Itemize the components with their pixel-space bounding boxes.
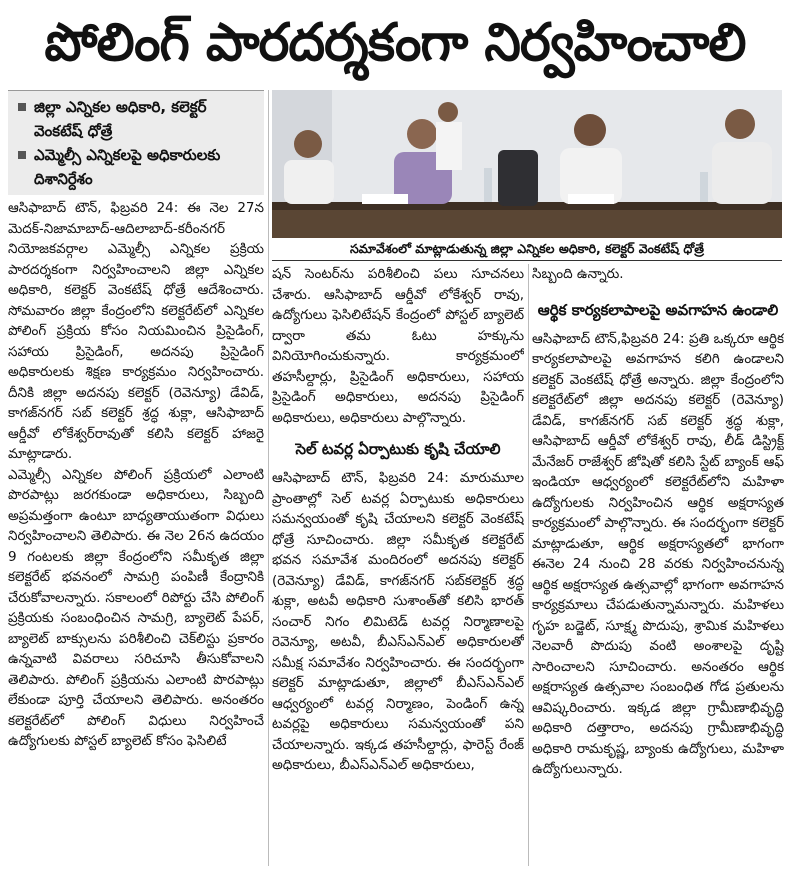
highlight-item: ఎమ్మెల్సీ ఎన్నికలపై అధికారులకు దిశానిర్దేశం: [16, 143, 258, 191]
article-continuation: షన్ సెంటర్‌ను పరిశీలించి పలు సూచనలు చేశారు. ఆసిఫాబాద్ ఆర్డీవో లోకేశ్వర్ రావు, ఉద్యోగులు ఫెసిలిటేషన్ కేంద్రంలో పోస్టల్ బ్యాలెట్ ద్వారా తమ ఓటు హక్కును వినియోగించుకున్నారు. కార్యక్రమంలో తహసీల్దార్లు, ప్రిసైడింగ్ అధికారులు, సహాయ ప్రిసైడింగ్ అధికారులు, అదనపు ప్రిసైడింగ్ అధికారులు, అధికారులు పాల్గొన్నారు.: [272, 266, 524, 426]
column-divider: [528, 264, 529, 866]
photo-caption: సమావేశంలో మాట్లాడుతున్న జిల్లా ఎన్నికల అధికారి, కలెక్టర్ వెంకటేష్ ధోత్రే: [272, 238, 782, 261]
article3-body: ఆసిఫాబాద్ టౌన్,ఫిబ్రవరి 24: ప్రతి ఒక్కరూ ఆర్థిక కార్యకలాపాలపై అవగాహన కలిగి ఉండాలని కలెక్టర్ వెంకటేష్ ధోత్రే అన్నారు. జిల్లా కేంద్రంలోని కలెక్టరేట్‌లో జిల్లా అదనపు కలెక్టర్ (రెవెన్యూ) డేవిడ్, కాగజ్‌నగర్ సబ్ కలెక్టర్ శ్రద్ధ శుక్లా, ఆసిఫాబాద్ ఆర్డీవో లోకేశ్వర్ రావు, లీడ్ డిస్ట్రిక్ట్ మేనేజర్ రాజేశ్వర్ జోషితో కలిసి స్టేట్ బ్యాంక్ ఆఫ్ ఇండియా ఆధ్వర్యంలో కలెక్టరేట్‌లోని మహిళా ఉద్యోగులకు నిర్వహించిన ఆర్థిక అక్షరాస్యత కార్యక్రమంలో పాల్గొన్నారు. ఈ సందర్భంగా కలెక్టర్ మాట్లాడుతూ, ఆర్థిక అక్షరాస్యతలో భాగంగా ఈనెల 24 నుంచి 28 వరకు నిర్వహించనున్న ఆర్థిక అక్షరాస్యత ఉత్సవాల్లో భాగంగా అవగాహన కార్యక్రమాలు చేపడుతున్నామన్నారు. మహిళలు గృహ బడ్జెట్, సూక్ష్మ పొదుపు, శ్రామిక మహిళలు నెలవారీ పొదుపు వంటి అంశాలపై దృష్టి సారించాలని సూచించారు. అనంతరం ఆర్థిక అక్షరాస్యత ఉత్సవాల సంబంధిత గోడ ప్రతులను ఆవిష్కరించారు. ఇక్కడ జిల్లా గ్రామీణాభివృద్ధి అధికారి దత్తారాం, అదనపు గ్రామీణాభివృద్ధి అధికారి రామకృష్ణ, బ్యాంకు ఉద్యోగులు, మహిళా ఉద్యోగులున్నారు.: [532, 330, 784, 777]
meeting-photo: [272, 90, 782, 238]
article2-continuation: సిబ్బంది ఉన్నారు.: [532, 266, 624, 282]
headline: పోలింగ్ పారదర్శకంగా నిర్వహించాలి: [44, 13, 746, 73]
article-column-3: [532, 264, 784, 864]
column-divider: [268, 90, 269, 866]
article-column-2: [272, 264, 524, 864]
meeting-photo-illustration: [272, 90, 782, 238]
highlights-list: [8, 95, 264, 191]
article2-title: సెల్ టవర్ల ఏర్పాటుకు కృషి చేయాలి: [295, 440, 501, 458]
highlight-item: జిల్లా ఎన్నికల అధికారి, కలెక్టర్ వెంకటేష్ ధోత్రే: [16, 95, 258, 143]
article-column-1: [8, 198, 264, 866]
article-paragraph: ఆసిఫాబాద్ టౌన్, ఫిబ్రవరి 24: ఈ నెల 27న మెదక్-నిజామాబాద్-ఆదిలాబాద్-కరీంనగర్ నియోజకవర్గాల ఎమ్మెల్సీ ఎన్నికల ప్రక్రియ పారదర్శకంగా నిర్వహించాలని జిల్లా ఎన్నికల అధికారి, కలెక్టర్ వెంకటేష్ ధోత్రే ఆదేశించారు. సోమవారం జిల్లా కేంద్రంలోని కలెక్టరేట్‌లో ఎన్నికల పోలింగ్ ప్రక్రియ కోసం నియమించిన ప్రిసైడింగ్, సహాయ ప్రిసైడింగ్, అదనపు ప్రిసైడింగ్ అధికారులకు శిక్షణ కార్యక్రమం నిర్వహించారు. దీనికి జిల్లా అదనపు కలెక్టర్ (రెవెన్యూ) డేవిడ్, కాగజ్‌నగర్ సబ్ కలెక్టర్ శ్రద్ధ శుక్లా, ఆసిఫాబాద్ ఆర్డీవో లోకేశ్వర్‌రావుతో కలిసి కలెక్టర్ హాజరై మాట్లాడారు.: [8, 200, 264, 462]
highlights-box: [8, 90, 264, 195]
article3-title: ఆర్థిక కార్యకలాపాలపై అవగాహన ఉండాలి: [537, 300, 779, 319]
article-paragraph: ఎమ్మెల్సీ ఎన్నికల పోలింగ్ ప్రక్రియలో ఎలాంటి పొరపాట్లు జరగకుండా అధికారులు, సిబ్బంది అప్రమత్తంగా ఉంటూ బాధ్యతాయుతంగా విధులు నిర్వహించాలని తెలిపారు. ఈ నెల 26న ఉదయం 9 గంటలకు జిల్లా కేంద్రంలోని సమీకృత జిల్లా కలెక్టరేట్ భవనంలో సామగ్రి పంపిణీ కేంద్రానికి చేరుకోవాలన్నారు. సకాలంలో రిపోర్టు చేసి పోలింగ్ ప్రక్రియకు సంబంధించిన సామగ్రి, బ్యాలెట్ పేపర్, బ్యాలెట్ బాక్సులను పరిశీలించి చెక్‌లిస్టు ప్రకారం ఉన్నవాటి వివరాలు సరిచూసి తీసుకోవాలని తెలిపారు. పోలింగ్ ప్రక్రియను ఎలాంటి పొరపాట్లు లేకుండా పూర్తి చేయాలని తెలిపారు. అనంతరం కలెక్టరేట్‌లో పోలింగ్ విధులు నిర్వహించే ఉద్యోగులకు పోస్టల్ బ్యాలెట్ కోసం ఫెసిలిటే: [8, 466, 264, 749]
article2-body: ఆసిఫాబాద్ టౌన్, ఫిబ్రవరి 24: మారుమూల ప్రాంతాల్లో సెల్ టవర్ల ఏర్పాటుకు అధికారులు సమన్వయంతో కృషి చేయాలని కలెక్టర్ వెంకటేష్ ధోత్రే సూచించారు. జిల్లా సమీకృత కలెక్టరేట్ భవన సమావేశ మందిరంలో అదనపు కలెక్టర్ (రెవెన్యూ) డేవిడ్, కాగజ్‌నగర్ సబ్‌కలెక్టర్ శ్రద్ధ శుక్లా, అటవీ అధికారి సుశాంత్‌తో కలిసి భారత్ సంచార్ నిగం లిమిటెడ్ టవర్ల నిర్మాణాలపై రెవెన్యూ, అటవీ, బీఎస్ఎన్ఎల్ అధికారులతో సమీక్ష సమావేశం నిర్వహించారు. ఈ సందర్భంగా కలెక్టర్ మాట్లాడుతూ, జిల్లాలో బీఎస్ఎన్ఎల్ ఆధ్వర్యంలో టవర్ల నిర్మాణం, పెండింగ్ ఉన్న టవర్లపై అధికారులు సమన్వయంతో పని చేయాలన్నారు. ఇక్కడ తహసీల్దార్లు, ఫారెస్ట్ రేంజ్ అధికారులు, బీఎస్ఎన్ఎల్ అధికారులు,: [272, 470, 524, 773]
